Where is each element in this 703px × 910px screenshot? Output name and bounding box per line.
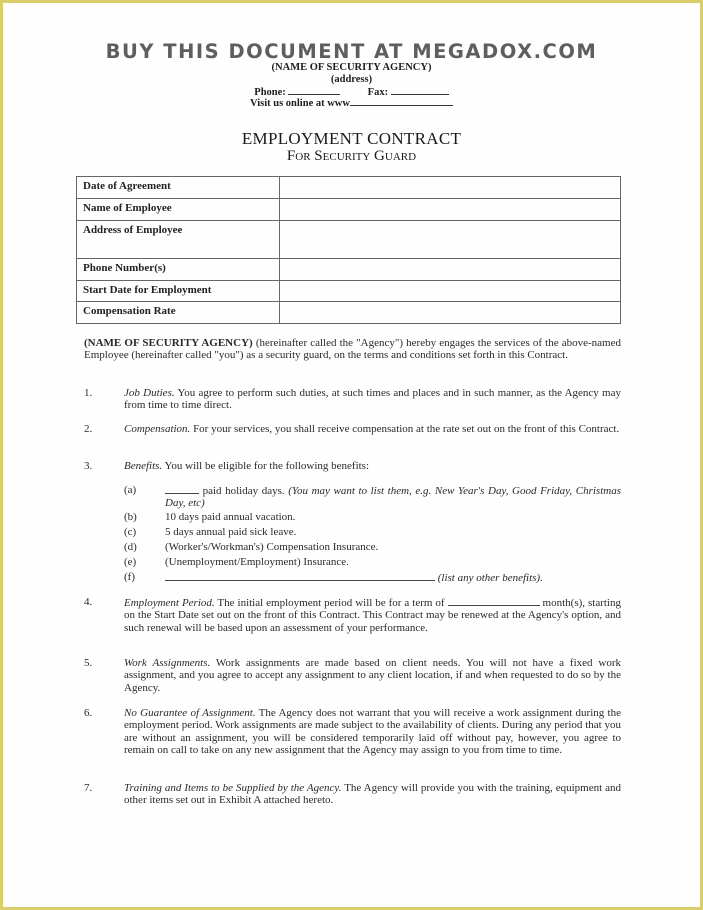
phone-blank[interactable] <box>288 85 340 95</box>
table-row <box>77 199 621 221</box>
benefit-letter: (c) <box>124 526 137 538</box>
website-label: Visit us online at www <box>250 98 350 109</box>
benefit-text: (Worker's/Workman's) Compensation Insurance. <box>165 541 379 553</box>
watermark-banner: BUY THIS DOCUMENT AT MEGADOX.COM <box>105 40 598 63</box>
clause-text: You will be eligible for the following benefits: <box>162 460 370 472</box>
row-label: Compensation Rate <box>77 302 280 324</box>
compensation-rate-field[interactable] <box>280 302 621 324</box>
benefit-note: (You may want to list them, e.g. New Year's Day, Good Friday, Christmas Day, etc) <box>165 485 621 510</box>
row-label: Date of Agreement <box>77 177 280 199</box>
phone-numbers-field[interactable] <box>280 259 621 281</box>
clause-number: 5. <box>84 657 93 669</box>
date-of-agreement-field[interactable] <box>280 177 621 199</box>
clause-6 <box>84 707 621 757</box>
table-row <box>77 259 621 281</box>
clause-text: The initial employment period will be for a term of <box>214 597 448 609</box>
employee-info-table <box>76 176 621 324</box>
intro-paragraph <box>84 337 621 362</box>
benefit-text: (Unemployment/Employment) Insurance. <box>165 556 349 568</box>
row-label: Phone Number(s) <box>77 259 280 281</box>
term-months-blank[interactable] <box>448 596 540 606</box>
row-label: Address of Employee <box>77 221 280 259</box>
benefit-f <box>124 571 621 584</box>
benefit-text: 10 days paid annual vacation. <box>165 511 296 523</box>
holiday-days-blank[interactable] <box>165 484 199 494</box>
clause-number: 4. <box>84 596 93 608</box>
clause-title: Job Duties. <box>124 387 175 399</box>
benefit-note: (list any other benefits). <box>435 572 543 584</box>
agency-address: (address) <box>330 74 373 85</box>
benefit-c <box>124 526 621 538</box>
table-row <box>77 281 621 302</box>
clause-title: Benefits. <box>124 460 163 472</box>
benefit-letter: (a) <box>124 484 137 496</box>
fax-label: Fax: <box>367 87 389 98</box>
clause-text: Work assignments are made based on client needs. You will not have a fixed work assignment, and you agree to accept any assignment to any client location, if and when requested to do so by the Agency. <box>124 657 621 694</box>
row-label: Name of Employee <box>77 199 280 221</box>
clause-number: 7. <box>84 782 93 794</box>
start-date-field[interactable] <box>280 281 621 302</box>
benefit-letter: (b) <box>124 511 137 523</box>
table-row <box>77 221 621 259</box>
intro-text: (hereinafter called the "Agency") hereby engages the services of the above-named Employee (hereinafter called "you") as a security guard, on the terms and conditions set forth in this Contract. <box>84 337 621 362</box>
website-blank[interactable] <box>350 96 453 106</box>
benefit-text: 5 days annual paid sick leave. <box>165 526 297 538</box>
benefit-e <box>124 556 621 568</box>
benefit-text: paid holiday days. <box>199 485 289 497</box>
clause-number: 3. <box>84 460 93 472</box>
clause-title: No Guarantee of Assignment. <box>124 707 256 719</box>
document-subtitle: For Security Guard <box>286 148 417 164</box>
benefit-letter: (d) <box>124 541 137 553</box>
row-label: Start Date for Employment <box>77 281 280 302</box>
clause-title: Work Assignments. <box>124 657 211 669</box>
table-row <box>77 177 621 199</box>
clause-number: 1. <box>84 387 93 399</box>
clause-text: The Agency will provide you with the training, equipment and other items set out in Exhibit A attached hereto. <box>124 782 622 807</box>
clause-3 <box>84 460 621 472</box>
clause-1 <box>84 387 621 412</box>
clause-title: Employment Period. <box>124 597 215 609</box>
table-row <box>77 302 621 324</box>
fax-blank[interactable] <box>391 85 449 95</box>
employee-name-field[interactable] <box>280 199 621 221</box>
clause-number: 2. <box>84 423 93 435</box>
phone-label: Phone: <box>254 87 286 98</box>
benefit-letter: (f) <box>124 571 135 583</box>
benefit-d <box>124 541 621 553</box>
benefit-a <box>124 484 621 510</box>
clause-7 <box>84 782 621 807</box>
clause-title: Training and Items to be Supplied by the Agency. <box>124 782 342 794</box>
clause-4 <box>84 596 621 634</box>
other-benefits-blank[interactable] <box>165 571 435 581</box>
clause-number: 6. <box>84 707 93 719</box>
benefit-letter: (e) <box>124 556 137 568</box>
clause-2 <box>84 423 621 435</box>
agency-name: (NAME OF SECURITY AGENCY) <box>271 62 432 73</box>
document-title: EMPLOYMENT CONTRACT <box>241 129 462 148</box>
clause-text: The Agency does not warrant that you will receive a work assignment during the employment period. Work assignments are made subject to the availability of clients. During any period that you are without an assignment, you will be considered temporarily laid off without pay, however, you agree to remain on call to take on any new assignment that the Agency may assign to you from time to time. <box>124 707 621 757</box>
clause-text: For your services, you shall receive compensation at the rate set out on the front of this Contract. <box>190 423 620 435</box>
intro-agency-name: (NAME OF SECURITY AGENCY) <box>84 337 253 349</box>
benefit-b <box>124 511 621 523</box>
clause-5 <box>84 657 621 694</box>
clause-text: You agree to perform such duties, at such times and places and in such manner, as the Agency may from time to time direct. <box>124 387 621 412</box>
clause-text-cont: month(s), starting on the Start Date set out on the front of this Contract. This Contract may be renewed at the Agency's option, and such renewal will be based upon an assessment of your performance. <box>124 597 621 634</box>
website-line <box>0 96 703 109</box>
employee-address-field[interactable] <box>280 221 621 259</box>
clause-title: Compensation. <box>124 423 191 435</box>
